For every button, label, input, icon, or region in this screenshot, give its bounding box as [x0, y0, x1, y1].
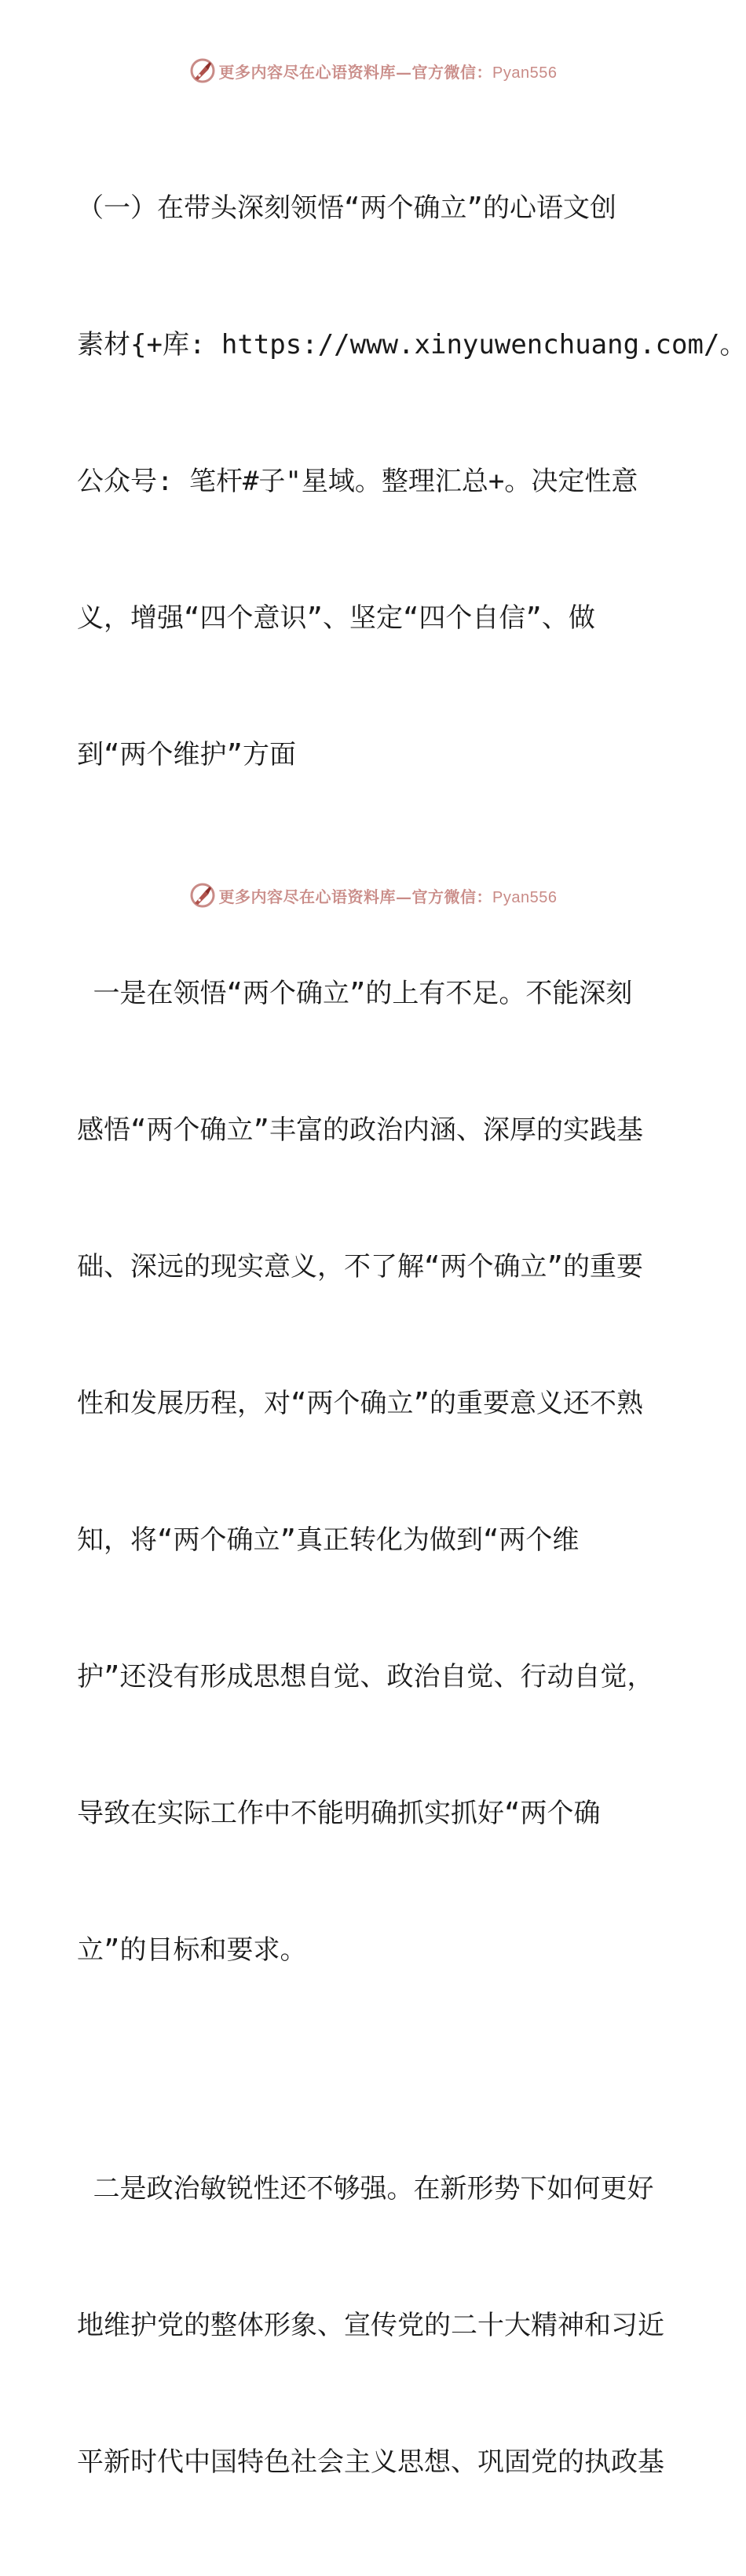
pen-nib-circle-icon: [189, 57, 216, 84]
text-line: 公众号: 笔杆#子"星域。整理汇总+。决定性意: [77, 466, 638, 497]
text-line: 感悟“两个确立”丰富的政治内涵、深厚的实践基: [77, 1114, 643, 1146]
text-line: 立”的目标和要求。: [77, 1934, 307, 1966]
text-line: 知，将“两个确立”真正转化为做到“两个维: [77, 1524, 580, 1556]
text-line: 地维护党的整体形象、宣传党的二十大精神和习近: [77, 2310, 664, 2341]
text-line: 一是在领悟“两个确立”的上有不足。不能深刻: [77, 978, 633, 1009]
text-line: 平新时代中国特色社会主义思想、巩固党的执政基: [77, 2446, 664, 2478]
text-line: 导致在实际工作中不能明确抓实抓好“两个确: [77, 1798, 601, 1829]
watermark-text: [219, 884, 558, 907]
text-line: 护”还没有形成思想自觉、政治自觉、行动自觉，: [77, 1661, 654, 1692]
text-line: 二是政治敏锐性还不够强。在新形势下如何更好: [77, 2173, 654, 2205]
text-line: （一）在带头深刻领悟“两个确立”的心语文创: [77, 192, 616, 224]
text-line: 础、深远的现实意义，不了解“两个确立”的重要: [77, 1251, 643, 1283]
text-line: 到“两个维护”方面: [77, 739, 296, 770]
watermark-main: 更多内容尽在心语资料库—官方微信：: [218, 887, 493, 906]
text-line: 素材{+库: https://www.xinyuwenchuang.com/。: [77, 329, 746, 360]
pen-nib-circle-icon: [189, 882, 216, 909]
text-line: 性和发展历程，对“两个确立”的重要意义还不熟: [77, 1388, 643, 1419]
paragraph-section-heading: [77, 94, 746, 869]
text-line: 义，增强“四个意识”、坚定“四个自信”、做: [77, 602, 595, 634]
paragraph-point-one: [77, 880, 674, 2064]
watermark-banner-bottom: [0, 878, 746, 913]
document-body: [77, 94, 746, 2576]
watermark-banner-top: [0, 53, 746, 88]
watermark-text: [219, 60, 558, 82]
watermark-wechat-id: Pyan556: [492, 64, 558, 82]
paragraph-point-two: [77, 2075, 674, 2576]
watermark-main: 更多内容尽在心语资料库—官方微信：: [218, 62, 493, 82]
watermark-wechat-id: Pyan556: [492, 888, 558, 906]
